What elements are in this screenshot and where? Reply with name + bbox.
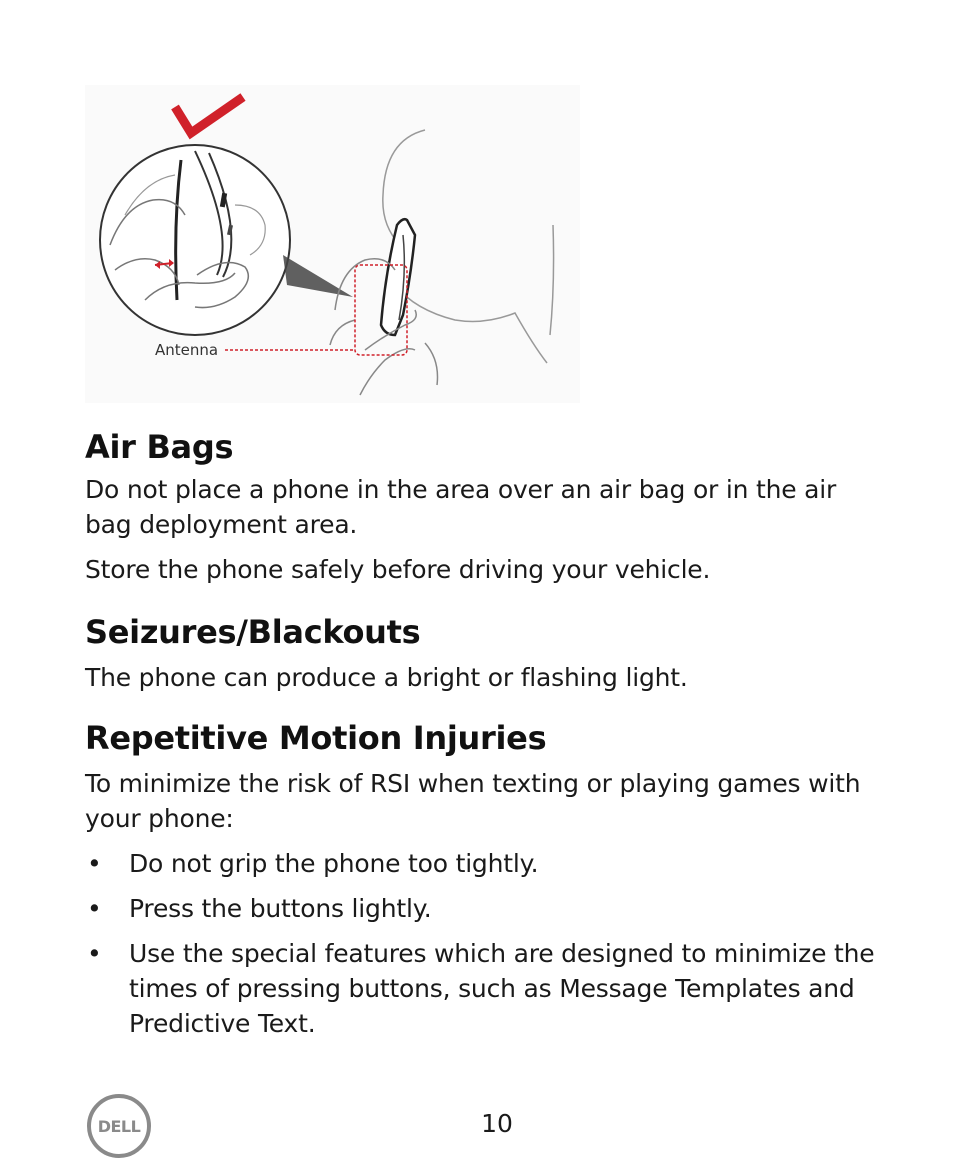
bullet-icon: • [87,939,102,968]
antenna-grip-illustration [85,85,580,403]
antenna-label: Antenna [155,341,219,359]
bullet-icon: • [87,894,102,923]
heading-seizures: Seizures/Blackouts [85,613,421,651]
rsi-intro: To minimize the risk of RSI when texting or playing games with your phone: [85,769,861,833]
page-number: 10 [481,1109,513,1138]
air-bags-paragraph-1: Do not place a phone in the area over an air bag or in the air bag deployment area. [85,475,837,539]
air-bags-paragraph-2: Store the phone safely before driving your vehicle. [85,555,711,584]
section-repetitive-motion [85,716,885,1041]
heading-repetitive-motion: Repetitive Motion Injuries [85,719,547,757]
bullet-icon: • [87,849,102,878]
zoom-circle [100,145,290,335]
dell-logo [86,1093,152,1159]
list-item-text: Do not grip the phone too tightly. [129,849,539,878]
rsi-bullet-list [85,846,885,1041]
list-item-text: Use the special features which are designed to minimize the times of pressing buttons, such as Message Templates and Predictive Text. [129,939,875,1038]
list-item [85,936,885,1041]
section-seizures [85,610,885,695]
safety-content [85,425,885,1051]
check-mark-icon [175,97,243,133]
seizures-paragraph: The phone can produce a bright or flashing light. [85,663,688,692]
list-item [85,846,885,881]
list-item-text: Press the buttons lightly. [129,894,432,923]
list-item [85,891,885,926]
section-air-bags [85,425,885,587]
heading-air-bags: Air Bags [85,428,234,466]
svg-text:DELL: DELL [97,1117,141,1136]
